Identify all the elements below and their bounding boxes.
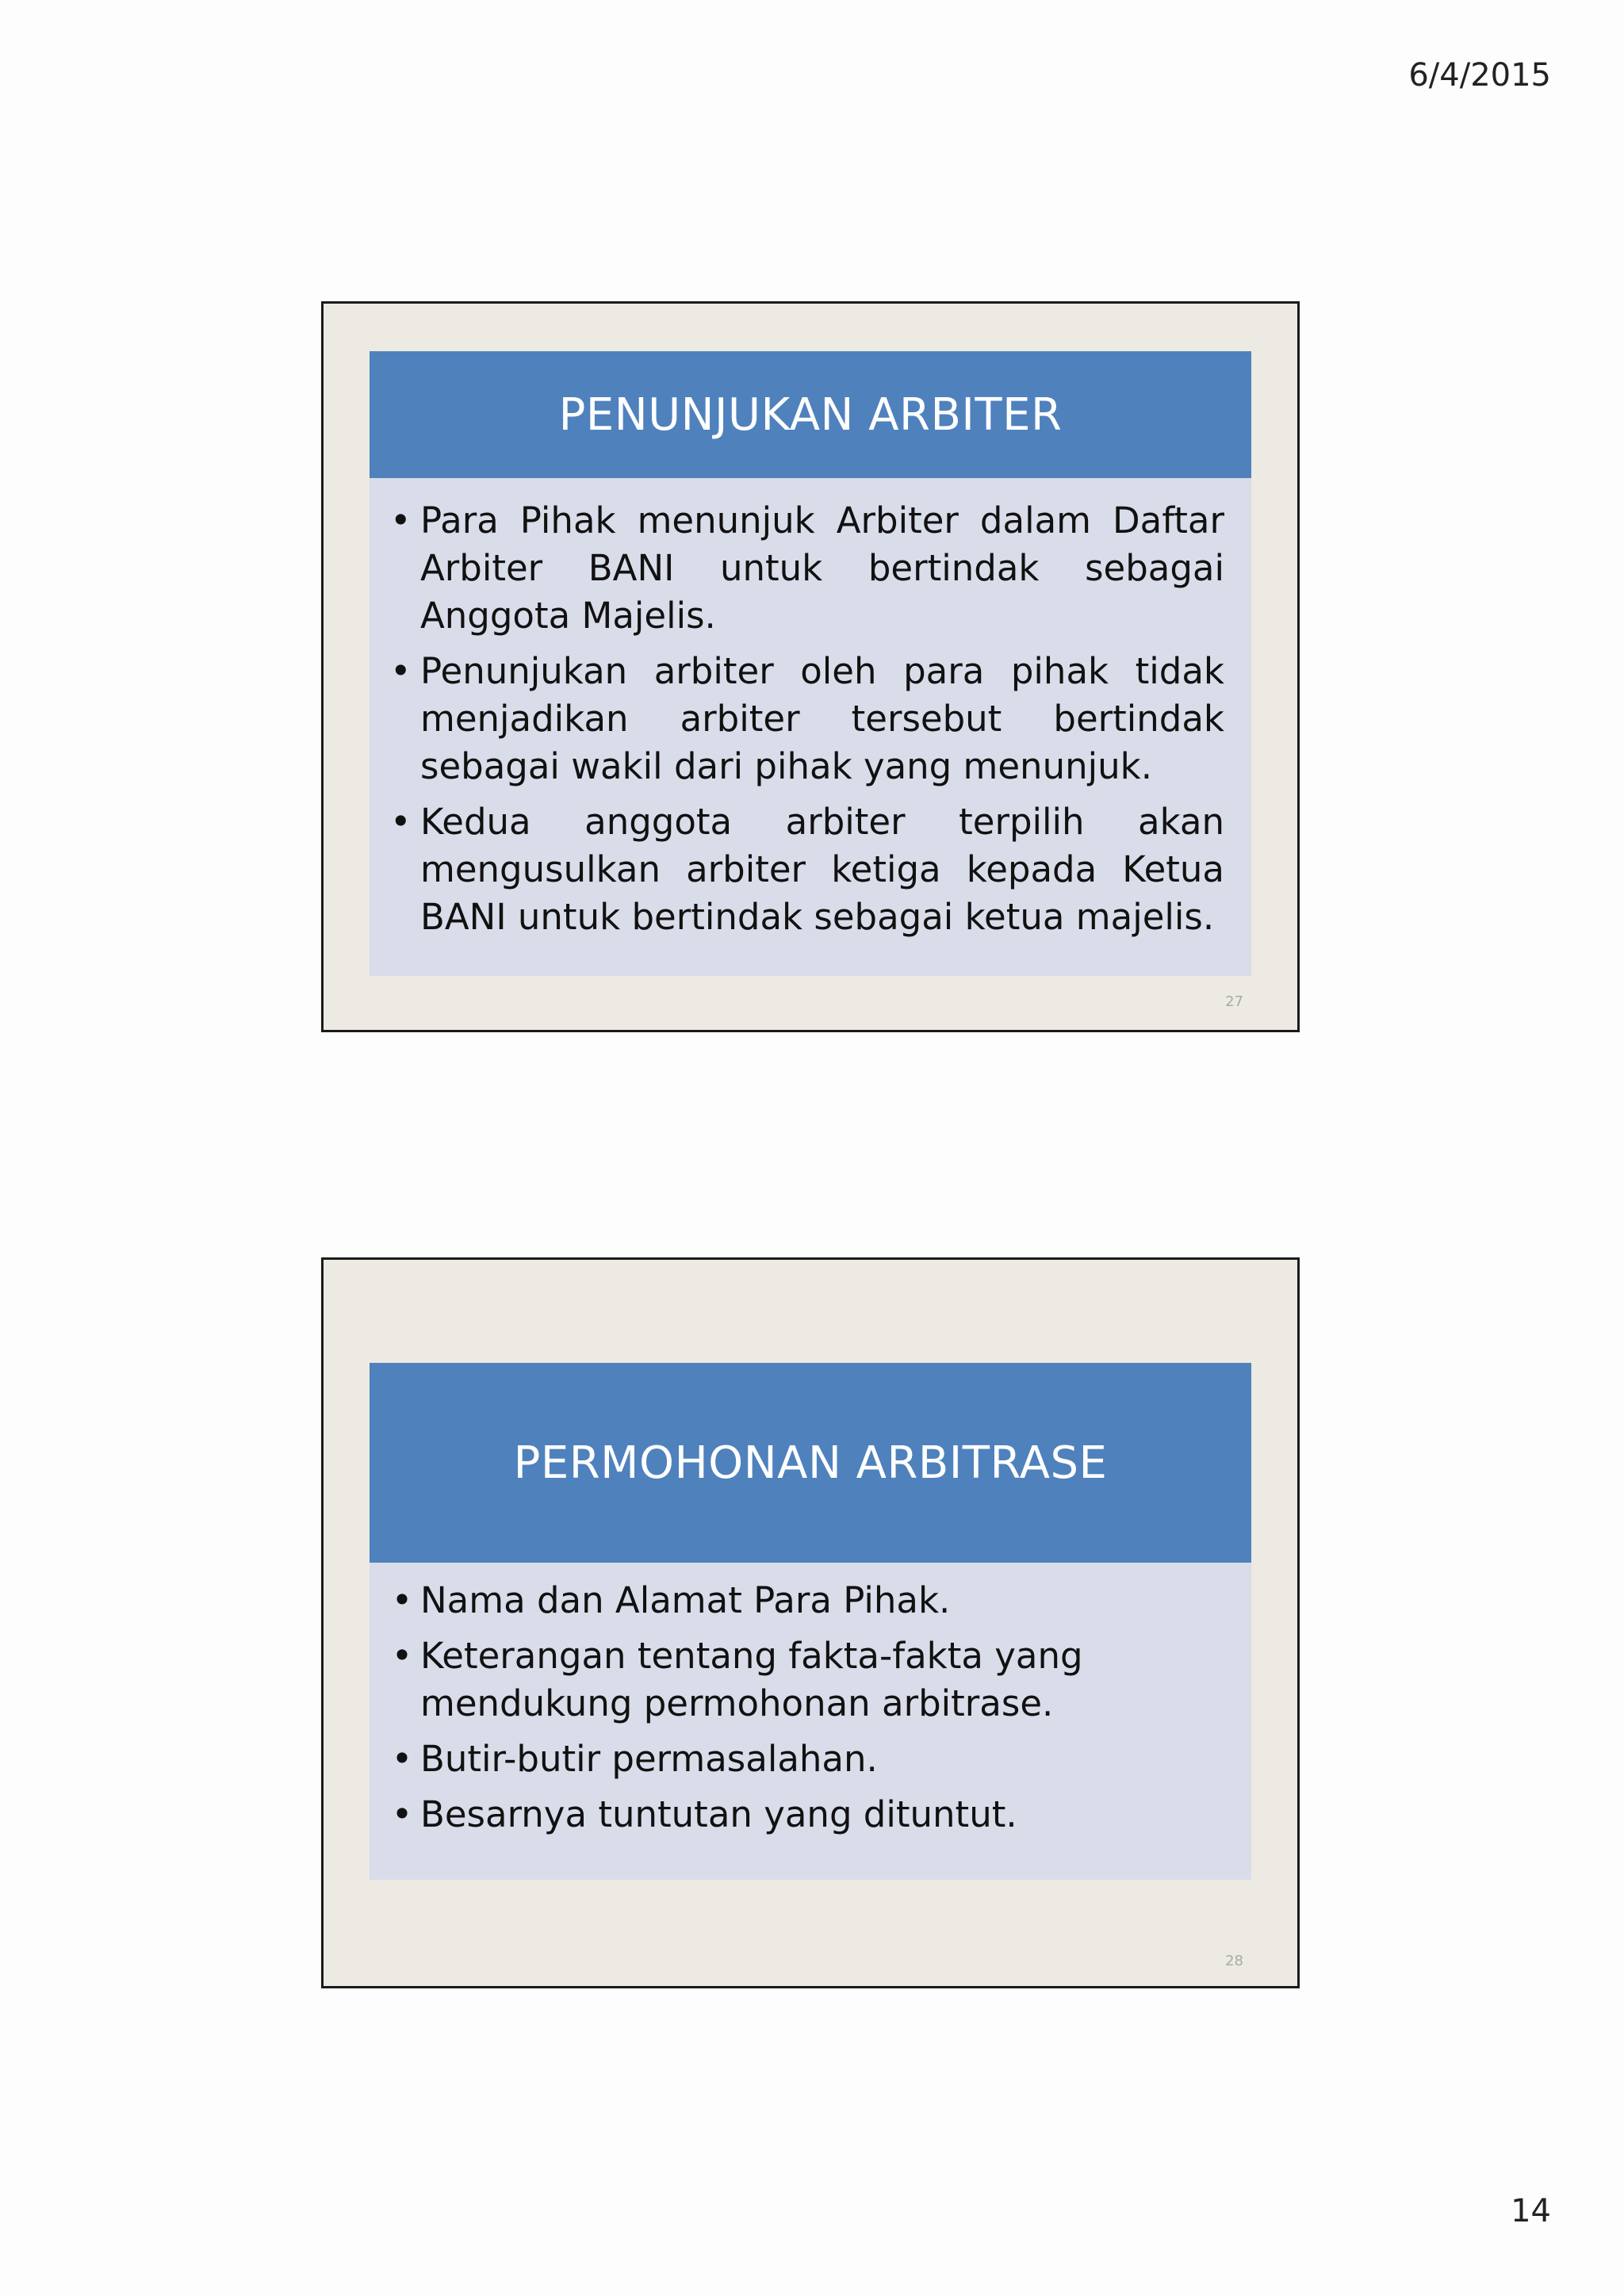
bullet-item (390, 798, 1224, 941)
slide-number: 28 (1225, 1953, 1243, 1969)
bullet-icon: • (390, 801, 412, 843)
page-date: 6/4/2015 (1408, 57, 1551, 94)
bullet-item (390, 1577, 1224, 1624)
bullet-text: Kedua anggota arbiter terpilih akan mengusulkan arbiter ketiga kepada Ketua BANI untuk bertindak sebagai ketua majelis. (420, 801, 1224, 938)
bullet-item (390, 648, 1224, 790)
bullet-text: Para Pihak menunjuk Arbiter dalam Daftar Arbiter BANI untuk bertindak sebagai Anggota Majelis. (420, 499, 1224, 637)
bullet-list (390, 1577, 1224, 1839)
slide-permohonan-arbitrase (321, 1257, 1300, 1988)
bullet-icon: • (391, 1579, 413, 1621)
bullet-item (390, 1791, 1224, 1839)
page-number: 14 (1511, 2193, 1551, 2229)
bullet-item (390, 497, 1224, 640)
bullet-text: Nama dan Alamat Para Pihak. (420, 1579, 951, 1621)
bullet-list (390, 497, 1224, 941)
slide-penunjukan-arbiter (321, 301, 1300, 1032)
slide-content (370, 478, 1251, 976)
bullet-text: Butir-butir permasalahan. (420, 1738, 878, 1780)
bullet-item (390, 1735, 1224, 1783)
bullet-text: Keterangan tentang fakta-fakta yang mendukung permohonan arbitrase. (420, 1635, 1083, 1724)
bullet-text: Penunjukan arbiter oleh para pihak tidak menjadikan arbiter tersebut bertindak sebagai wakil dari pihak yang menunjuk. (420, 650, 1224, 787)
slide-title: PERMOHONAN ARBITRASE (370, 1363, 1251, 1563)
slide-content (370, 1563, 1251, 1880)
bullet-text: Besarnya tuntutan yang dituntut. (420, 1793, 1017, 1835)
bullet-icon: • (391, 1738, 413, 1780)
bullet-item (390, 1632, 1224, 1728)
bullet-icon: • (390, 499, 412, 541)
bullet-icon: • (391, 1635, 413, 1677)
slide-number: 27 (1225, 993, 1243, 1010)
bullet-icon: • (391, 1793, 413, 1835)
bullet-icon: • (390, 650, 412, 692)
slide-title: PENUNJUKAN ARBITER (370, 351, 1251, 478)
